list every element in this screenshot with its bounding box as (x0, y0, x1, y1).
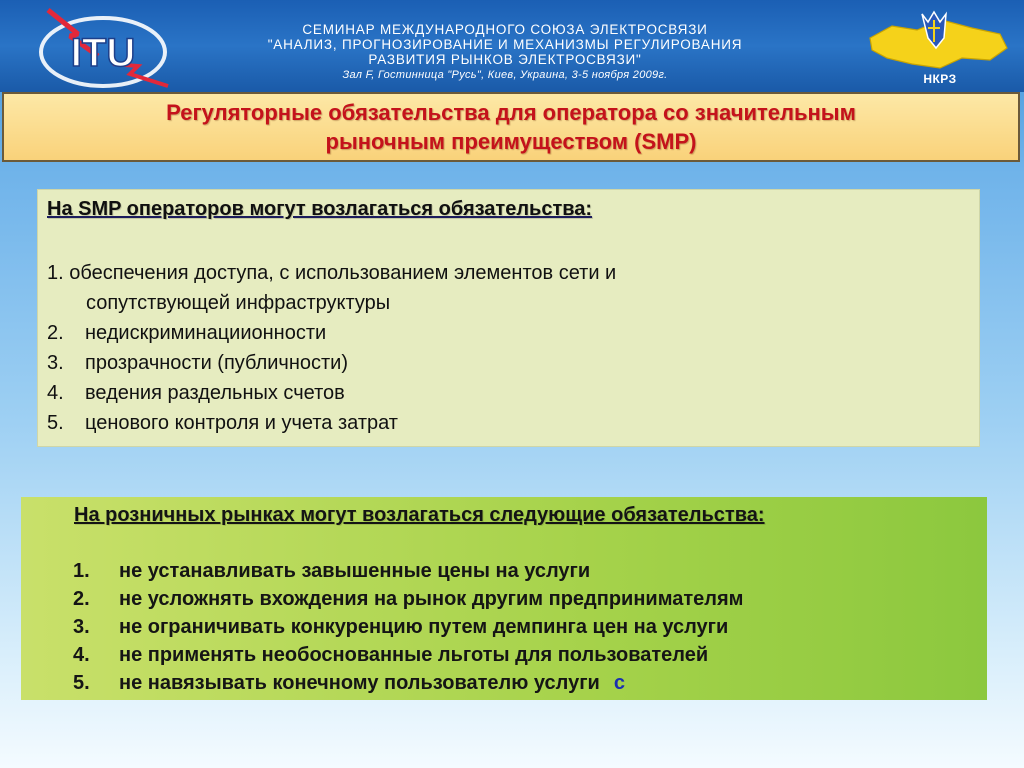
smp-obligations-box (38, 190, 979, 446)
title-line-1: Регуляторные обязательства для оператора со значительным (166, 100, 856, 125)
seminar-info (190, 22, 820, 83)
list-item: сопутствующей инфраструктуры (86, 292, 391, 314)
trailing-char: с (613, 672, 625, 694)
nkrz-label: НКРЗ (923, 72, 957, 86)
title-line-2: рыночным преимуществом (SMP) (325, 129, 697, 154)
seminar-venue: Зал F, Гостинница "Русь", Киев, Украина, 3-5 ноября 2009г. (342, 69, 668, 81)
smp-heading: На SMP операторов могут возлагаться обязательства: (47, 198, 593, 220)
retail-obligations-box (21, 497, 987, 700)
list-item: 3. не ограничивать конкуренцию путем демпинга цен на услуги (73, 616, 729, 638)
ukraine-map-emblem-icon (862, 8, 1012, 80)
list-item: 2. недискриминациионности (47, 322, 327, 344)
header-banner (0, 0, 1024, 92)
seminar-line-2: "АНАЛИЗ, ПРОГНОЗИРОВАНИЕ И МЕХАНИЗМЫ РЕГУЛИРОВАНИЯ (267, 37, 743, 52)
list-item: 2. не усложнять вхождения на рынок другим предпринимателям (73, 588, 744, 610)
list-item: 1. не устанавливать завышенные цены на услуги (73, 560, 591, 582)
list-item: 5. ценового контроля и учета затрат (47, 412, 398, 434)
itu-logo (18, 4, 188, 90)
list-item: 5. не навязывать конечному пользователю услуги с (73, 672, 625, 694)
list-item: 4. не применять необоснованные льготы для пользователей (73, 644, 709, 666)
retail-heading: На розничных рынках могут возлагаться следующие обязательства: (74, 504, 765, 526)
list-item: 1. обеспечения доступа, с использованием элементов сети и (47, 262, 617, 284)
list-item: 4. ведения раздельных счетов (47, 382, 345, 404)
seminar-line-3: РАЗВИТИЯ РЫНКОВ ЭЛЕКТРОСВЯЗИ" (368, 52, 642, 67)
list-item: 3. прозрачности (публичности) (47, 352, 348, 374)
slide-title (2, 92, 1020, 162)
seminar-line-1: СЕМИНАР МЕЖДУНАРОДНОГО СОЮЗА ЭЛЕКТРОСВЯЗИ (302, 22, 708, 37)
svg-text:ITU: ITU (70, 31, 136, 75)
